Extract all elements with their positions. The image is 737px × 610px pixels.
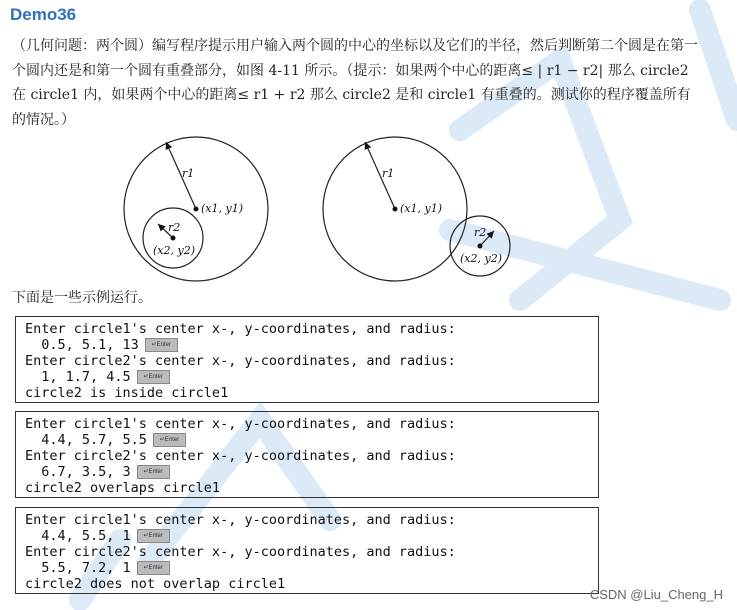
- prompt: Enter circle1's center x-, y-coordinates, and radius:: [25, 512, 456, 528]
- output: circle2 is inside circle1: [25, 385, 229, 401]
- prompt: Enter circle1's center x-, y-coordinates, and radius:: [25, 321, 456, 337]
- input: 6.7, 3.5, 3: [25, 464, 131, 480]
- label-center1: (x1, y1): [400, 202, 442, 215]
- input: 1, 1.7, 4.5: [25, 369, 131, 385]
- enter-key-icon: ↵Enter: [137, 561, 170, 575]
- sample-run-3: [15, 507, 599, 594]
- label-r2: r2: [168, 221, 181, 234]
- enter-key-icon: ↵Enter: [137, 370, 170, 384]
- input: 0.5, 5.1, 13: [25, 337, 139, 353]
- sample-run-2: [15, 411, 599, 498]
- csdn-credit: CSDN @Liu_Cheng_H: [589, 587, 723, 602]
- sample-runs-heading: 下面是一些示例运行。: [12, 290, 152, 306]
- input: 4.4, 5.5, 1: [25, 528, 131, 544]
- enter-key-icon: ↵Enter: [137, 529, 170, 543]
- prompt: Enter circle1's center x-, y-coordinates, and radius:: [25, 416, 456, 432]
- label-r1: r1: [182, 167, 195, 180]
- prompt: Enter circle2's center x-, y-coordinates, and radius:: [25, 353, 456, 369]
- problem-description: （几何问题：两个圆）编写程序提示用户输入两个圆的中心的坐标以及它们的半径，然后判断第二个圆是在第一个圆内还是和第一个圆有重叠部分，如图 4-11 所示。（提示：如果两个中心的距离≤ | r1 − r2| 那么 circle2 在 circle1 内，如果两个中心的距离≤ r1 + r2 那么 circle2 是和 circle1 有重叠的。测试你的程序覆盖所有的情况。）: [12, 38, 698, 128]
- label-r1: r1: [382, 167, 395, 180]
- output: circle2 does not overlap circle1: [25, 576, 286, 592]
- label-center2: (x2, y2): [460, 252, 502, 265]
- prompt: Enter circle2's center x-, y-coordinates, and radius:: [25, 544, 456, 560]
- label-center2: (x2, y2): [153, 244, 195, 257]
- circles-figure: [0, 128, 737, 288]
- sample-run-1: [15, 316, 599, 403]
- enter-key-icon: ↵Enter: [145, 338, 178, 352]
- label-r2: r2: [474, 226, 487, 239]
- output: circle2 overlaps circle1: [25, 480, 221, 496]
- enter-key-icon: ↵Enter: [137, 465, 170, 479]
- label-center1: (x1, y1): [201, 202, 243, 215]
- enter-key-icon: ↵Enter: [153, 433, 186, 447]
- prompt: Enter circle2's center x-, y-coordinates, and radius:: [25, 448, 456, 464]
- input: 5.5, 7.2, 1: [25, 560, 131, 576]
- page-title: Demo36: [10, 5, 77, 24]
- input: 4.4, 5.7, 5.5: [25, 432, 147, 448]
